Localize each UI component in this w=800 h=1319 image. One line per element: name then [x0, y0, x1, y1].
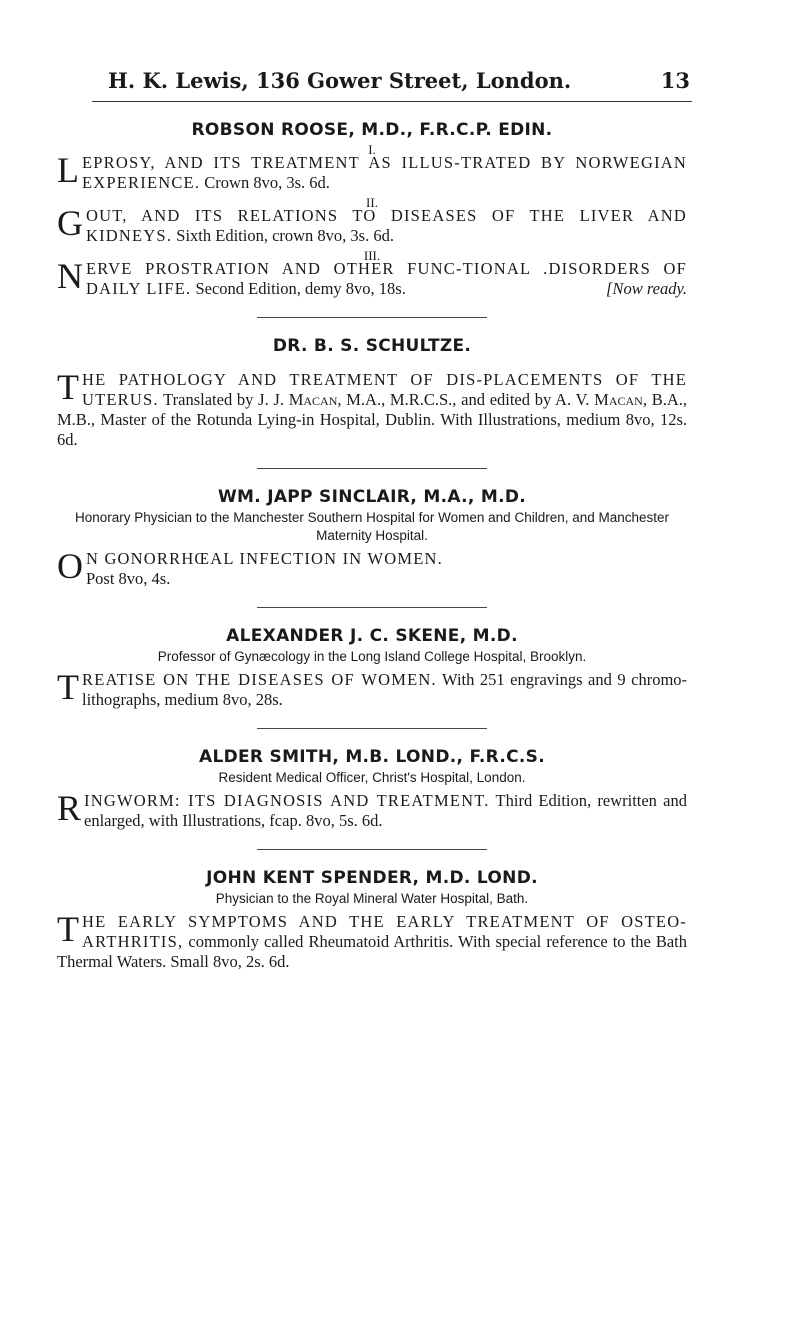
book-details: , M.A., M.R.C.S., and edited by A. V.: [337, 390, 590, 409]
book-details: Sixth Edition, crown 8vo, 3s. 6d.: [176, 226, 394, 245]
catalogue-page: [57, 120, 687, 972]
author-heading: ROBSON ROOSE, M.D., F.R.C.P. EDIN.: [191, 120, 553, 140]
book-details: With 251 engravings and 9 chromo-lithographs, medium 8vo, 28s.: [82, 670, 688, 709]
book-title: REATISE ON THE DISEASES OF WOMEN.: [82, 670, 437, 689]
drop-cap: T: [57, 667, 79, 707]
book-entry: [57, 788, 687, 831]
book-details: , B.A., M.B., Master of the Rotunda Lying-in Hospital, Dublin. With Illustrations, medium 8vo, 12s. 6d.: [57, 390, 688, 449]
book-details: Post 8vo, 4s.: [86, 569, 171, 588]
author-affiliation: Professor of Gynæcology in the Long Island College Hospital, Brooklyn.: [157, 649, 587, 664]
book-title: ERVE PROSTRATION AND OTHER FUNC-TIONAL .DISORDERS OF DAILY LIFE.: [86, 259, 687, 298]
work-numeral: I.: [368, 142, 376, 157]
section-divider: [257, 849, 487, 850]
author-affiliation: Resident Medical Officer, Christ's Hospital, London.: [218, 770, 526, 785]
drop-cap: R: [57, 788, 82, 828]
author-heading: JOHN KENT SPENDER, M.D. LOND.: [206, 868, 538, 888]
book-details: Second Edition, demy 8vo, 18s.: [195, 279, 406, 298]
availability-note: [Now ready.: [606, 279, 687, 298]
book-details: Crown 8vo, 3s. 6d.: [204, 173, 330, 192]
drop-cap: T: [57, 909, 79, 949]
author-affiliation: Physician to the Royal Mineral Water Hospital, Bath.: [215, 891, 529, 906]
author-heading: ALEXANDER J. C. SKENE, M.D.: [226, 626, 518, 646]
drop-cap: G: [57, 203, 83, 243]
book-title: EPROSY, AND ITS TREATMENT AS ILLUS-TRATED BY NORWEGIAN EXPERIENCE.: [82, 153, 687, 192]
section-divider: [257, 468, 487, 469]
book-entry: [57, 909, 687, 972]
book-entry: [57, 546, 687, 589]
section-divider: [257, 728, 487, 729]
running-header: [108, 68, 690, 93]
section-divider: [257, 317, 487, 318]
book-entry: [57, 667, 688, 710]
book-title: HE EARLY SYMPTOMS AND THE EARLY TREATMENT OF OSTEO-ARTHRITIS,: [82, 912, 687, 951]
book-details: commonly called Rheumatoid Arthritis. With special reference to the Bath Thermal Waters. Small 8vo, 2s. 6d.: [57, 932, 687, 971]
book-details: Translated by J. J.: [163, 390, 284, 409]
page-number: 13: [660, 68, 690, 93]
drop-cap: O: [57, 546, 83, 586]
work-numeral: III.: [363, 248, 381, 263]
author-heading: WM. JAPP SINCLAIR, M.A., M.D.: [217, 487, 527, 507]
book-entry: [57, 150, 687, 193]
section-divider: [257, 607, 487, 608]
book-title: OUT, AND ITS RELATIONS TO DISEASES OF THE LIVER AND KIDNEYS.: [86, 206, 687, 245]
drop-cap: L: [57, 150, 79, 190]
book-title: INGWORM: ITS DIAGNOSIS AND TREATMENT.: [84, 791, 490, 810]
book-title: HE PATHOLOGY AND TREATMENT OF DIS-PLACEMENTS OF THE UTERUS.: [82, 370, 687, 409]
book-entry: [57, 203, 687, 246]
book-entry: [57, 256, 687, 299]
author-heading: DR. B. S. SCHULTZE.: [272, 336, 472, 356]
drop-cap: N: [57, 256, 83, 296]
translator-name: Macan: [288, 390, 338, 409]
drop-cap: T: [57, 367, 79, 407]
author-heading: ALDER SMITH, M.B. LOND., F.R.C.S.: [199, 747, 545, 767]
editor-name: Macan: [594, 390, 643, 409]
work-numeral: II.: [366, 195, 378, 210]
header-rule: [92, 101, 692, 102]
running-header-publisher: H. K. Lewis, 136 Gower Street, London.: [108, 68, 572, 93]
book-details: Third Edition, rewritten and enlarged, with Illustrations, fcap. 8vo, 5s. 6d.: [84, 791, 687, 830]
book-entry: [57, 367, 688, 450]
book-title: N GONORRHŒAL INFECTION IN WOMEN.: [86, 549, 443, 568]
author-affiliation: Honorary Physician to the Manchester Southern Hospital for Women and Children, and Manchester Maternity Hospital.: [74, 510, 670, 543]
